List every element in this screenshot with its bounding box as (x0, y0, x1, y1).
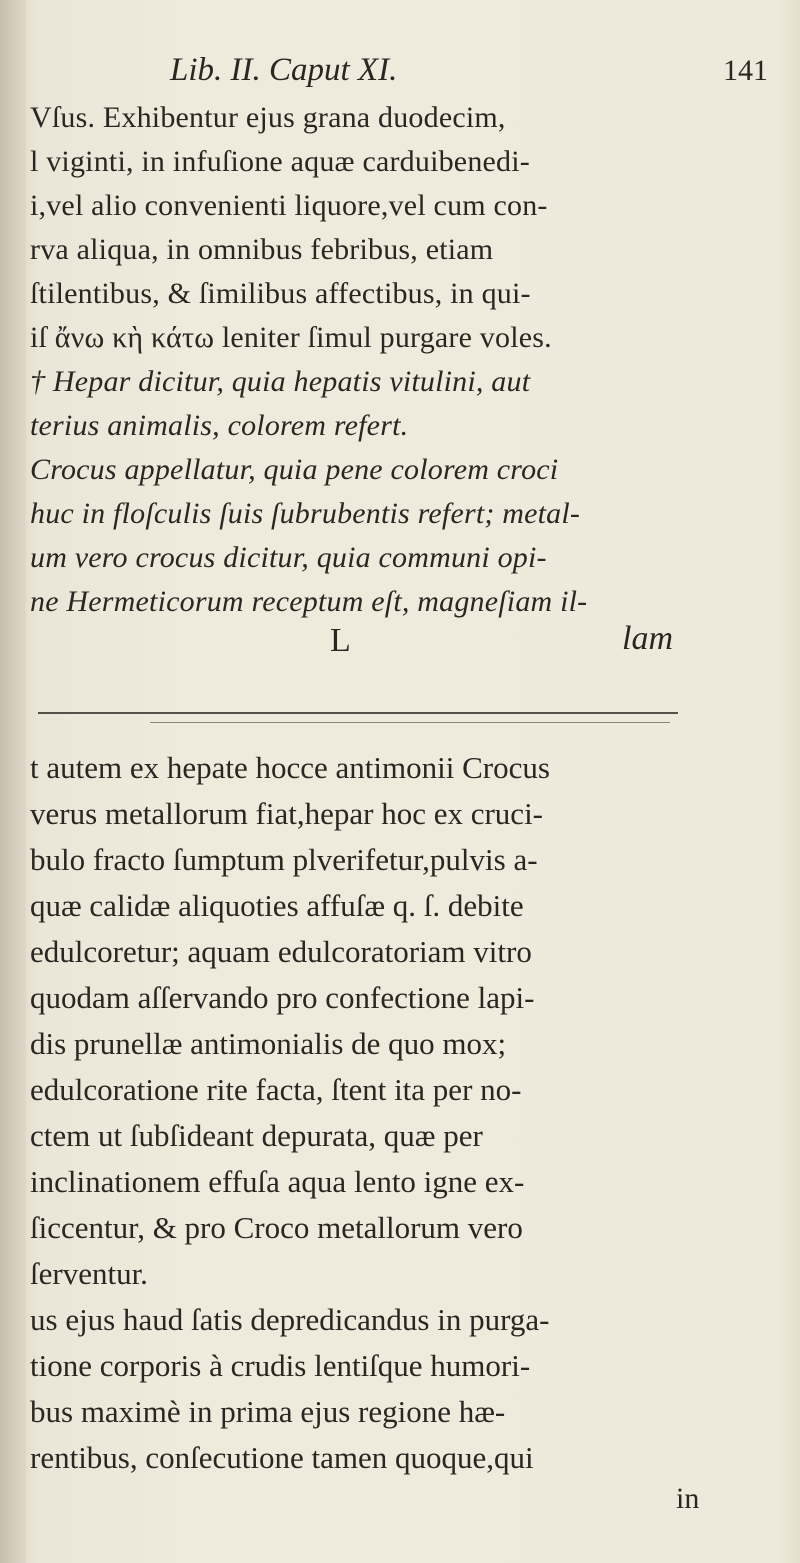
catchword-bottom: in (676, 1482, 700, 1515)
text-line: ctem ut ſubſideant depurata, quæ per (30, 1118, 483, 1153)
catchword: lam (622, 620, 673, 657)
text-line: verus metallorum fiat,hepar hoc ex cruci- (30, 796, 543, 831)
page-separator-rule-secondary (150, 722, 670, 723)
text-line: Crocus appellatur, quia pene colorem croci (30, 453, 559, 486)
text-line: iſ ἄνω κὴ κάτω leniter ſimul purgare voles. (30, 321, 552, 354)
text-line: dis prunellæ antimonialis de quo mox; (30, 1026, 507, 1061)
text-line: i,vel alio convenienti liquore,vel cum con- (30, 189, 548, 222)
running-title: Lib. II. Caput XI. (170, 52, 398, 88)
text-line: quodam aſſervando pro confectione lapi- (30, 980, 535, 1015)
text-line: † Hepar dicitur, quia hepatis vitulini, aut (30, 365, 531, 398)
page-number: 141 (723, 54, 768, 87)
text-line: quæ calidæ aliquoties affuſæ q. ſ. debite (30, 888, 524, 923)
text-line: us ejus haud ſatis depredicandus in purga- (30, 1302, 550, 1337)
page-separator-rule (38, 712, 678, 714)
running-header (150, 52, 780, 96)
text-line: edulcoretur; aquam edulcoratoriam vitro (30, 934, 532, 969)
text-line: terius animalis, colorem refert. (30, 409, 409, 442)
text-line: rentibus, conſecutione tamen quoque,qui (30, 1440, 534, 1475)
text-line: ne Hermeticorum receptum eſt, magneſiam il- (30, 585, 588, 618)
text-line: huc in floſculis ſuis ſubrubentis refert; metal- (30, 497, 581, 530)
text-line: tione corporis à crudis lentiſque humori- (30, 1348, 531, 1383)
page-gutter-shadow (0, 0, 26, 1563)
signature-mark: L (330, 622, 351, 659)
text-line: um vero crocus dicitur, quia communi opi- (30, 541, 547, 574)
text-line: rva aliqua, in omnibus febribus, etiam (30, 233, 494, 266)
text-line: edulcoratione rite facta, ſtent ita per no- (30, 1072, 522, 1107)
text-line: ſtilentibus, & ſimilibus affectibus, in qui- (30, 277, 531, 310)
text-line: bus maximè in prima ejus regione hæ- (30, 1394, 506, 1429)
text-line: Vſus. Exhibentur ejus grana duodecim, (30, 101, 506, 134)
text-line: bulo fracto ſumptum plverifetur,pulvis a- (30, 842, 538, 877)
text-line: ſiccentur, & pro Croco metallorum vero (30, 1210, 523, 1245)
text-line: ſerventur. (30, 1256, 148, 1291)
text-line: l viginti, in infuſione aquæ carduibenedi- (30, 145, 530, 178)
text-line: t autem ex hepate hocce antimonii Crocus (30, 750, 550, 785)
text-line: inclinationem effuſa aqua lento igne ex- (30, 1164, 525, 1199)
